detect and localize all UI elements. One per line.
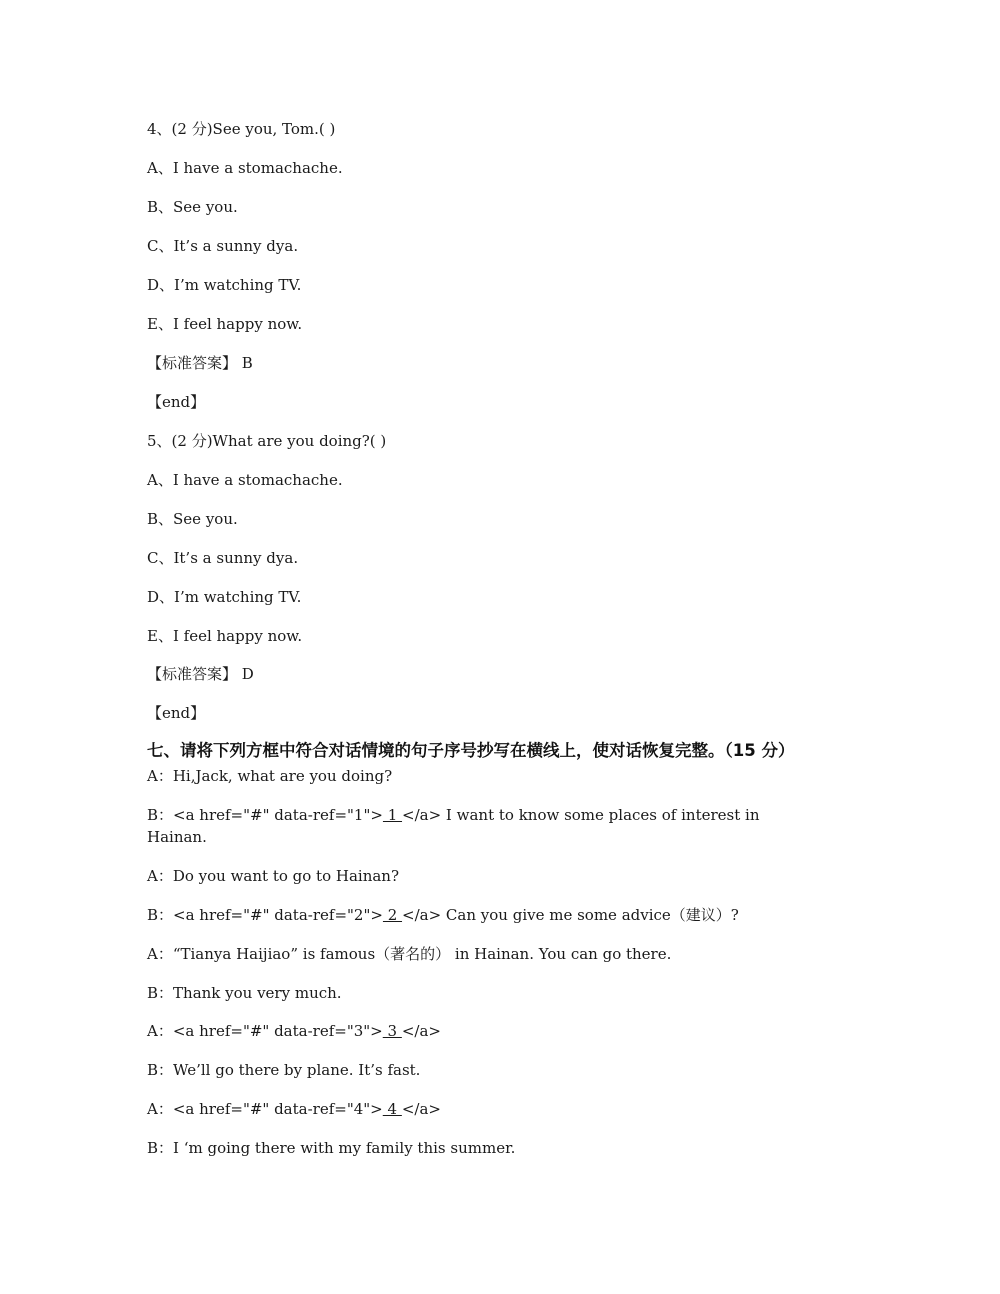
dialog-line-3: A：Do you want to go to Hainan?: [147, 867, 400, 885]
dialog-line-6: B：Thank you very much.: [147, 984, 342, 1002]
q4-end: 【end】: [147, 393, 206, 411]
q5-question: 5、(2 分)What are you doing?( ): [147, 432, 387, 450]
q5-answer: 【标准答案】 D: [147, 665, 254, 683]
dialog-line-4-post: </a> Can you give me some advice（建议）?: [402, 906, 739, 924]
q4-question: 4、(2 分)See you, Tom.( ): [147, 120, 336, 138]
q5-end: 【end】: [147, 704, 206, 722]
dialog-line-10: B：I ‘m going there with my family this summer.: [147, 1139, 516, 1157]
dialog-line-7-post: </a>: [401, 1022, 441, 1040]
q5-option-b: B、See you.: [147, 510, 238, 528]
dialog-line-2: [147, 804, 759, 826]
dialog-line-2-pre: B：<a href="#" data-ref="1">: [147, 806, 383, 824]
q4-answer: 【标准答案】 B: [147, 354, 253, 372]
dialog-line-7-pre: A：<a href="#" data-ref="3">: [147, 1022, 383, 1040]
q4-option-a: A、I have a stomachache.: [147, 159, 343, 177]
q5-option-e: E、I feel happy now.: [147, 627, 303, 645]
dialog-line-9: [147, 1098, 441, 1120]
answer-blank-2[interactable]: 2: [382, 906, 403, 924]
q4-option-e: E、I feel happy now.: [147, 315, 303, 333]
dialog-line-4: [147, 904, 739, 926]
dialog-line-8: B：We’ll go there by plane. It’s fast.: [147, 1061, 421, 1079]
answer-blank-1[interactable]: 1: [382, 806, 403, 824]
answer-blank-3[interactable]: 3: [382, 1022, 402, 1040]
section-heading: 七、请将下列方框中符合对话情境的句子序号抄写在横线上，使对话恢复完整。（15 分）: [147, 741, 795, 760]
q5-option-c: C、It’s a sunny dya.: [147, 549, 299, 567]
q5-option-d: D、I’m watching TV.: [147, 588, 302, 606]
dialog-line-4-pre: B：<a href="#" data-ref="2">: [147, 906, 383, 924]
answer-blank-4[interactable]: 4: [382, 1100, 402, 1118]
dialog-line-2-continued: Hainan.: [147, 828, 207, 846]
dialog-line-2-post: </a> I want to know some places of interest in: [402, 806, 760, 824]
dialog-line-7: [147, 1020, 441, 1042]
dialog-line-1: A：Hi,Jack, what are you doing?: [147, 767, 393, 785]
q5-option-a: A、I have a stomachache.: [147, 471, 343, 489]
q4-option-d: D、I’m watching TV.: [147, 276, 302, 294]
dialog-line-9-pre: A：<a href="#" data-ref="4">: [147, 1100, 383, 1118]
q4-option-b: B、See you.: [147, 198, 238, 216]
dialog-line-5: A：“Tianya Haijiao” is famous（著名的） in Hainan. You can go there.: [147, 945, 672, 963]
q4-option-c: C、It’s a sunny dya.: [147, 237, 299, 255]
dialog-line-9-post: </a>: [401, 1100, 441, 1118]
